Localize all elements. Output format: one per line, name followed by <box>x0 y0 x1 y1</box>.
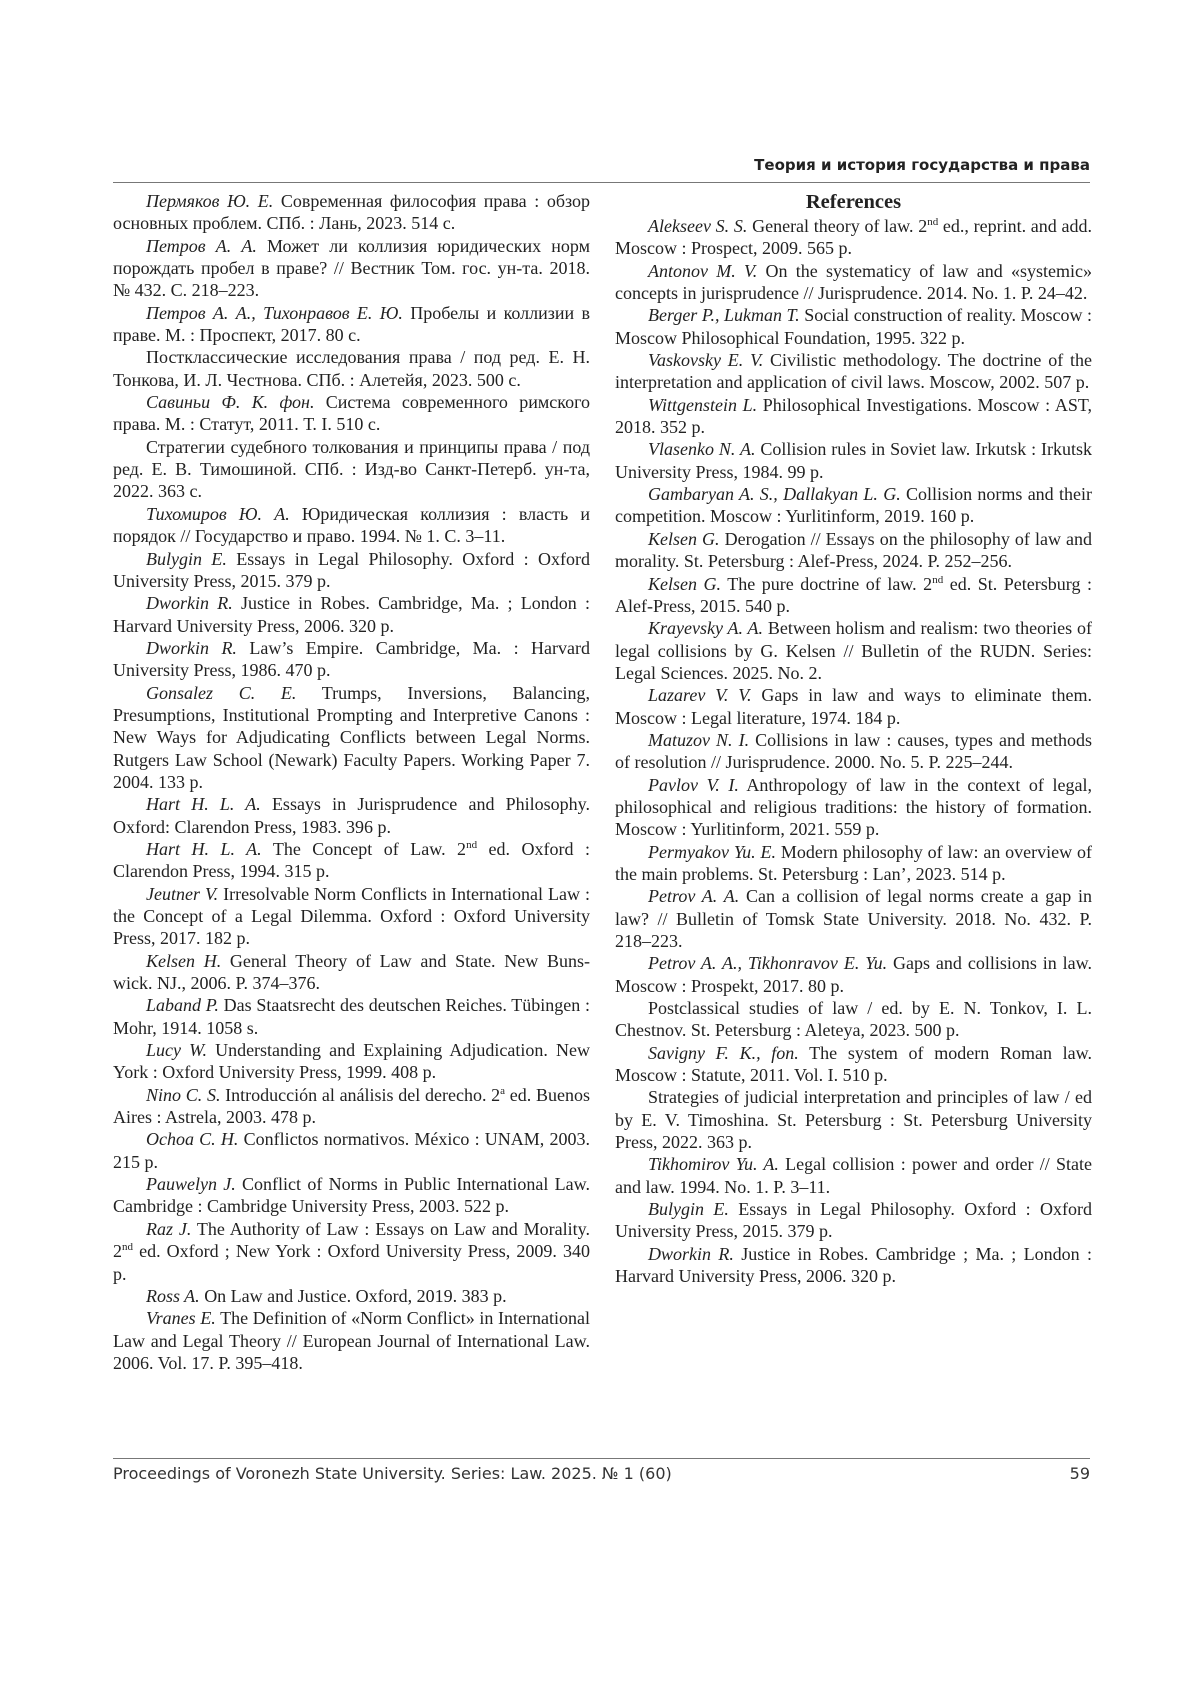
reference-author: Wittgenstein L. <box>648 395 757 415</box>
reference-text: Anthropology of law in the context of legal, philosophical and religious traditions: the history of formation. Moscow : Yurlitinform, 2021. 559 p. <box>615 775 1092 840</box>
reference-text: Essays in Jurisprudence and Philosophy. Oxford: Clarendon Press, 1983. 396 p. <box>113 794 590 836</box>
reference-text: On Law and Justice. Oxford, 2019. 383 p. <box>200 1286 507 1306</box>
reference-entry <box>615 1042 1092 1087</box>
reference-author: Krayevsky A. A. <box>648 618 763 638</box>
reference-text: Юридическая коллизия : власть и порядок // Государство и право. 1994. № 1. С. 3–11. <box>113 504 590 546</box>
reference-entry <box>113 190 590 235</box>
reference-author: Hart H. L. A. <box>146 794 261 814</box>
reference-author: Alekseev S. S. <box>648 216 747 236</box>
reference-author: Bulygin E. <box>648 1199 729 1219</box>
reference-entry <box>113 1128 590 1173</box>
reference-text: Система современного римского права. М. : Статут, 2011. Т. I. 510 с. <box>113 392 590 434</box>
reference-entry <box>113 1173 590 1218</box>
reference-text: ed. St. Petersburg : Alef-Press, 2015. 540 p. <box>615 574 1092 616</box>
reference-text: Постклассические исследования права / под ред. Е. Н. Тонкова, И. Л. Честнова. СПб. : Алетейя, 2023. 500 с. <box>113 347 590 389</box>
reference-text: Civilistic methodology. The doctrine of the interpretation and application of civil laws. Moscow, 2002. 507 p. <box>615 350 1092 392</box>
reference-entry <box>113 346 590 391</box>
reference-entry <box>615 260 1092 305</box>
reference-text: Philosophical Investigations. Moscow : AST, 2018. 352 p. <box>615 395 1092 437</box>
reference-author: Tikhomirov Yu. A. <box>648 1154 779 1174</box>
reference-text: Strategies of judicial interpretation and principles of law / ed by E. V. Timoshina. St. Petersburg : St. Petersburg University Press, 2022. 363 p. <box>615 1087 1092 1152</box>
reference-entry <box>113 436 590 503</box>
running-header-title: Теория и история государства и права <box>113 156 1090 174</box>
reference-text: The pure doctrine of law. 2 <box>721 574 932 594</box>
reference-author: Ochoa C. H. <box>146 1129 238 1149</box>
reference-text: The Definition of «Norm Conflict» in International Law and Legal Theory // European Journal of International Law. 2006. Vol. 17. P. 395–418. <box>113 1308 590 1373</box>
references-heading: References <box>615 190 1092 214</box>
header-rule <box>113 182 1090 183</box>
reference-author: Pavlov V. I. <box>648 775 739 795</box>
reference-entry <box>113 548 590 593</box>
reference-entry <box>615 841 1092 886</box>
reference-text: Collision rules in Soviet law. Irkutsk : Irkutsk University Press, 1984. 99 p. <box>615 439 1092 481</box>
reference-entry <box>113 637 590 682</box>
reference-author: Lucy W. <box>146 1040 207 1060</box>
reference-author: Jeutner V. <box>146 884 218 904</box>
reference-entry <box>615 349 1092 394</box>
reference-entry <box>113 503 590 548</box>
reference-author: Тихомиров Ю. А. <box>146 504 290 524</box>
reference-author: Kelsen G. <box>648 529 720 549</box>
reference-text: Стратегии судебного толкования и принципы права / под ред. Е. В. Тимошиной. СПб. : Изд-во Санкт-Петерб. ун-та, 2022. 363 с. <box>113 437 590 502</box>
reference-entry <box>113 235 590 302</box>
reference-author: Пермяков Ю. Е. <box>146 191 273 211</box>
reference-author: Gambaryan A. S., Dallakyan L. G. <box>648 484 901 504</box>
reference-entry <box>615 438 1092 483</box>
ordinal-superscript: nd <box>122 1241 133 1253</box>
reference-author: Dworkin R. <box>648 1244 734 1264</box>
reference-author: Berger P., Lukman T. <box>648 305 800 325</box>
reference-text: Collisions in law : causes, types and methods of resolution // Jurisprudence. 2000. No. 5. P. 225–244. <box>615 730 1092 772</box>
reference-text: Conflictos normativos. México : UNAM, 2003. 215 p. <box>113 1129 590 1171</box>
reference-text: ed., reprint. and add. Moscow : Prospect, 2009. 565 p. <box>615 216 1092 258</box>
reference-entry <box>615 1198 1092 1243</box>
reference-author: Vaskovsky E. V. <box>648 350 763 370</box>
reference-text: Irresolvable Norm Conflicts in International Law : the Concept of a Legal Dilemma. Oxford : Oxford University Press, 2017. 182 p. <box>113 884 590 949</box>
reference-text: Modern philosophy of law: an overview of the main problems. St. Petersburg : Lan’, 2023. 514 p. <box>615 842 1092 884</box>
reference-entry <box>615 573 1092 618</box>
reference-text: Postclassical studies of law / ed. by E. N. Tonkov, I. L. Chestnov. St. Petersburg : Aleteya, 2023. 500 p. <box>615 998 1092 1040</box>
reference-author: Lazarev V. V. <box>648 685 751 705</box>
reference-entry <box>615 1153 1092 1198</box>
reference-entry <box>113 592 590 637</box>
reference-entry <box>615 215 1092 260</box>
reference-text: The system of modern Roman law. Moscow : Statute, 2011. Vol. I. 510 p. <box>615 1043 1092 1085</box>
reference-text: The Concept of Law. 2 <box>262 839 466 859</box>
reference-entry <box>615 528 1092 573</box>
reference-entry <box>113 1307 590 1374</box>
reference-author: Matuzov N. I. <box>648 730 749 750</box>
reference-text: Derogation // Essays on the philosophy of law and morality. St. Petersburg : Alef-Press, 2024. P. 252–256. <box>615 529 1092 571</box>
reference-entry <box>113 1218 590 1285</box>
reference-author: Savigny F. K., fon. <box>648 1043 799 1063</box>
reference-author: Kelsen G. <box>648 574 721 594</box>
reference-entry <box>113 838 590 883</box>
reference-author: Dworkin R. <box>146 638 237 658</box>
reference-entry <box>615 304 1092 349</box>
reference-text: General theory of law. 2 <box>747 216 927 236</box>
reference-text: Gaps and collisions in law. Moscow : Prospekt, 2017. 80 p. <box>615 953 1092 995</box>
reference-entry <box>113 1285 590 1307</box>
reference-text: Gaps in law and ways to eliminate them. Moscow : Legal literature, 1974. 184 p. <box>615 685 1092 727</box>
reference-text: The Authority of Law : Essays on Law and Morality. 2 <box>113 1219 590 1261</box>
reference-author: Савиньи Ф. К. фон. <box>146 392 314 412</box>
reference-entry <box>615 729 1092 774</box>
references-list <box>615 215 1092 1288</box>
references-column <box>615 190 1092 1288</box>
reference-text: Justice in Robes. Cambridge ; Ma. ; London : Harvard University Press, 2006. 320 p. <box>615 1244 1092 1286</box>
reference-text: On the systematicy of law and «systemic» concepts in jurisprudence // Jurisprudence. 2014. No. 1. P. 24–42. <box>615 261 1092 303</box>
reference-text: Between holism and realism: two theories of legal collisions by G. Kelsen // Bulletin of the RUDN. Series: Legal Sciences. 2025. No. 2. <box>615 618 1092 683</box>
reference-text: Collision norms and their competition. Moscow : Yurlitinform, 2019. 160 p. <box>615 484 1092 526</box>
bibliography-russian <box>113 190 590 1374</box>
reference-text: Trumps, Inversions, Balancing, Presumptions, Institutional Prompting and Interpretive Canons : New Ways for Adjudicating Conflicts between Legal Norms. Rutgers Law School (Newark) Faculty Papers. Working Paper 7. 2004. 133 p. <box>113 683 590 792</box>
footer-rule <box>113 1458 1090 1459</box>
journal-citation: Proceedings of Voronezh State University. Series: Law. 2025. № 1 (60) <box>113 1464 672 1483</box>
reference-text: Может ли коллизия юридических норм порождать пробел в праве? // Вестник Том. гос. ун-та. 2018. № 432. С. 218–223. <box>113 236 590 301</box>
reference-text: Understanding and Explaining Adjudication. New York : Oxford University Press, 1999. 408 p. <box>113 1040 590 1082</box>
reference-author: Dworkin R. <box>146 593 233 613</box>
reference-author: Petrov A. A., Tikhonravov E. Yu. <box>648 953 887 973</box>
page-footer <box>113 1464 1090 1483</box>
reference-text: ed. Oxford ; New York : Oxford University Press, 2009. 340 p. <box>113 1241 590 1283</box>
reference-entry <box>615 617 1092 684</box>
reference-author: Petrov A. A. <box>648 886 739 906</box>
reference-entry <box>615 684 1092 729</box>
reference-text: Law’s Empire. Cambridge, Ma. : Harvard University Press, 1986. 470 p. <box>113 638 590 680</box>
reference-entry <box>615 997 1092 1042</box>
reference-author: Bulygin E. <box>146 549 227 569</box>
reference-entry <box>615 1243 1092 1288</box>
reference-text: General Theory of Law and State. New Buns-wick. NJ., 2006. P. 374–376. <box>113 951 590 993</box>
reference-entry <box>615 1086 1092 1153</box>
reference-author: Laband P. <box>146 995 219 1015</box>
reference-text: Conflict of Norms in Public International Law. Cambridge : Cambridge University Press, 2003. 522 p. <box>113 1174 590 1216</box>
reference-entry <box>615 483 1092 528</box>
reference-text: Пробелы и коллизии в праве. М. : Проспект, 2017. 80 с. <box>113 303 590 345</box>
reference-author: Петров А. А., Тихонравов Е. Ю. <box>146 303 403 323</box>
reference-author: Петров А. А. <box>146 236 257 256</box>
reference-text: Justice in Robes. Cambridge, Ma. ; London : Harvard University Press, 2006. 320 p. <box>113 593 590 635</box>
reference-author: Antonov M. V. <box>648 261 757 281</box>
reference-entry <box>615 952 1092 997</box>
reference-entry <box>113 391 590 436</box>
reference-author: Nino C. S. <box>146 1085 220 1105</box>
reference-text: ed. Buenos Aires : Astrela, 2003. 478 p. <box>113 1085 590 1127</box>
reference-author: Permyakov Yu. E. <box>648 842 776 862</box>
reference-entry <box>113 302 590 347</box>
reference-entry <box>113 793 590 838</box>
reference-entry <box>615 394 1092 439</box>
reference-text: Introducción al análisis del derecho. 2 <box>220 1085 500 1105</box>
reference-entry <box>615 774 1092 841</box>
reference-author: Kelsen H. <box>146 951 221 971</box>
reference-entry <box>113 1084 590 1129</box>
reference-author: Ross A. <box>146 1286 200 1306</box>
reference-text: Social construction of reality. Moscow : Moscow Philosophical Foundation, 1995. 322 p. <box>615 305 1092 347</box>
reference-text: Das Staatsrecht des deutschen Reiches. Tübingen : Mohr, 1914. 1058 s. <box>113 995 590 1037</box>
ordinal-superscript: nd <box>932 574 943 586</box>
reference-text: Legal collision : power and order // State and law. 1994. No. 1. P. 3–11. <box>615 1154 1092 1196</box>
reference-text: Современная философия права : обзор основных проблем. СПб. : Лань, 2023. 514 с. <box>113 191 590 233</box>
reference-entry <box>113 1039 590 1084</box>
reference-text: Can a collision of legal norms create a gap in law? // Bulletin of Tomsk State University. 2018. No. 432. P. 218–223. <box>615 886 1092 951</box>
reference-author: Pauwelyn J. <box>146 1174 236 1194</box>
reference-entry <box>113 950 590 995</box>
reference-author: Gonsalez C. E. <box>146 683 296 703</box>
reference-text: ed. Oxford : Clarendon Press, 1994. 315 p. <box>113 839 590 881</box>
page-number: 59 <box>1070 1464 1090 1483</box>
reference-text: Essays in Legal Philosophy. Oxford : Oxford University Press, 2015. 379 p. <box>113 549 590 591</box>
reference-author: Hart H. L. A. <box>146 839 262 859</box>
reference-entry <box>113 682 590 794</box>
ordinal-superscript: nd <box>466 839 477 851</box>
reference-entry <box>113 883 590 950</box>
reference-entry <box>615 885 1092 952</box>
reference-entry <box>113 994 590 1039</box>
reference-author: Raz J. <box>146 1219 191 1239</box>
ordinal-superscript: a <box>500 1085 505 1097</box>
reference-text: Essays in Legal Philosophy. Oxford : Oxford University Press, 2015. 379 p. <box>615 1199 1092 1241</box>
reference-author: Vlasenko N. A. <box>648 439 755 459</box>
ordinal-superscript: nd <box>927 216 938 228</box>
reference-author: Vranes E. <box>146 1308 216 1328</box>
